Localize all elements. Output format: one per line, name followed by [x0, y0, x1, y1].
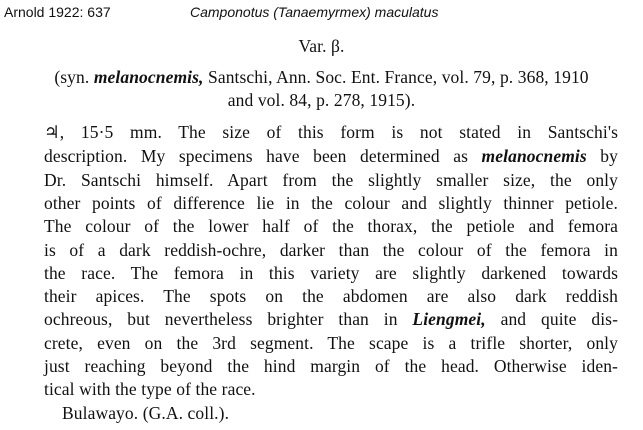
- citation: Arnold 1922: 637: [4, 4, 111, 20]
- synonym-name: melanocnemis,: [93, 67, 204, 87]
- synonym-reference: Santschi, Ann. Soc. Ent. France, vol. 79, p. 368, 1910: [203, 67, 589, 87]
- body-line-7: the race. The femora in this variety are slightly darkened towards: [44, 263, 618, 283]
- body-line-10: crete, even on the 3rd segment. The scape is a trifle shorter, only: [44, 333, 618, 353]
- body-line-6: is of a dark reddish-ochre, darker than the colour of the femora in: [44, 240, 618, 260]
- body-line-8: their apices. The spots on the abdomen are also dark reddish: [44, 286, 618, 306]
- body-text: description. My specimens have been determined as: [44, 146, 482, 166]
- species-name: melanocnemis: [481, 146, 587, 166]
- citation-header: [4, 3, 439, 21]
- body-text: and quite dis-: [485, 309, 618, 329]
- locality: Bulawayo. (G.A. coll.).: [62, 403, 230, 423]
- body-line-11: just reaching beyond the hind margin of the head. Otherwise iden-: [44, 356, 618, 376]
- body-text: by: [586, 146, 618, 166]
- body-line-4: other points of difference lie in the colour and slightly thinner petiole.: [44, 193, 618, 213]
- body-line-12: tical with the type of the race.: [44, 379, 256, 399]
- variety-title: Var. β.: [298, 36, 345, 56]
- race-name: Liengmei,: [412, 309, 486, 329]
- body-line-1: ♃, 15·5 mm. The size of this form is not stated in Santschi's: [44, 122, 618, 142]
- body-line-9: [44, 309, 618, 330]
- synonym-prefix: (syn.: [54, 67, 94, 87]
- body-line-3: Dr. Santschi himself. Apart from the slightly smaller size, the only: [44, 170, 618, 190]
- taxon-name: Camponotus (Tanaemyrmex) maculatus: [190, 4, 439, 20]
- synonym-line-1: [0, 67, 643, 88]
- body-line-5: The colour of the lower half of the thorax, the petiole and femora: [44, 216, 618, 236]
- synonym-line-2: and vol. 84, p. 278, 1915).: [227, 90, 416, 110]
- body-line-2: [44, 146, 618, 167]
- body-text: ochreous, but nevertheless brighter than in: [44, 309, 413, 329]
